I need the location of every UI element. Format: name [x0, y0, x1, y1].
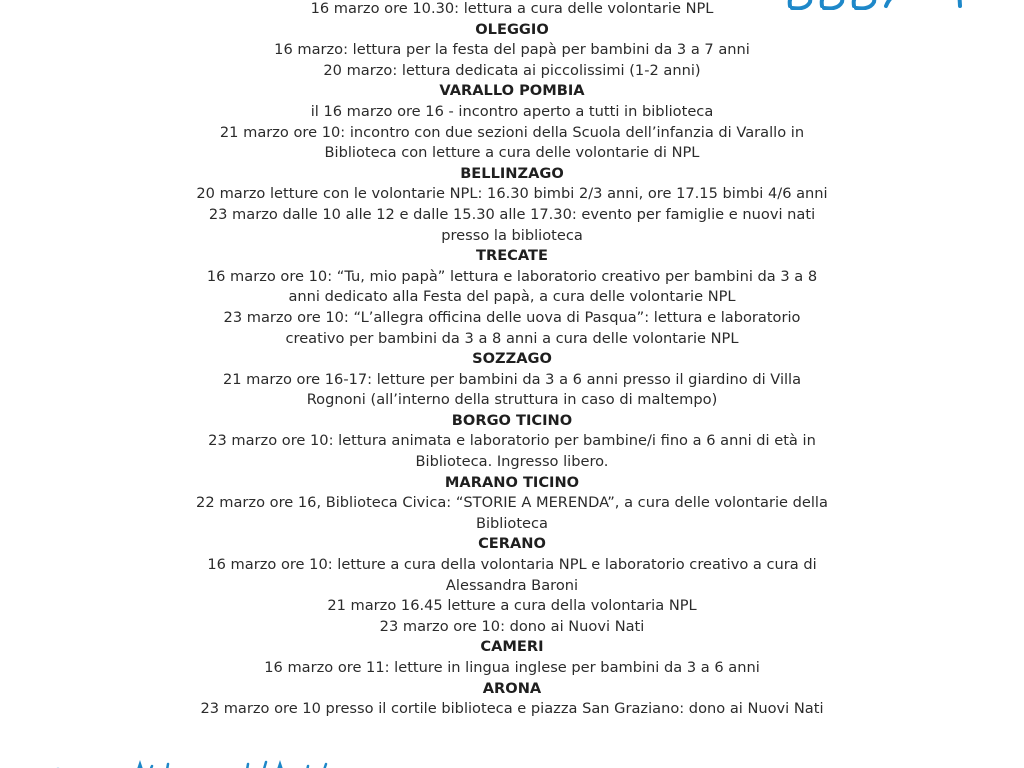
events-list — [192, 0, 832, 720]
event-line: 21 marzo ore 10: incontro con due sezioni della Scuola dell’infanzia di Varallo in Biblioteca con letture a cura delle volontarie di NPL — [219, 123, 805, 162]
event-line: 16 marzo ore 10.30: lettura a cura delle volontarie NPL — [310, 0, 714, 17]
town-heading: TRECATE — [476, 247, 548, 265]
event-line: 23 marzo ore 10: lettura animata e laboratorio per bambine/i fino a 6 anni di età in Biblioteca. Ingresso libero. — [208, 432, 816, 471]
town-heading: OLEGGIO — [475, 20, 549, 38]
event-line: 20 marzo: lettura dedicata ai piccolissimi (1-2 anni) — [323, 61, 701, 79]
decorative-script-icon — [40, 752, 350, 768]
event-line: 21 marzo 16.45 letture a cura della volontaria NPL — [327, 597, 697, 615]
town-heading: CERANO — [478, 535, 546, 553]
event-line: 21 marzo ore 16-17: letture per bambini da 3 a 6 anni presso il giardino di Villa Rognoni (all’interno della struttura in caso di maltempo) — [222, 370, 802, 409]
bottom-decorative-lettering — [40, 752, 350, 768]
town-heading: VARALLO POMBIA — [439, 82, 585, 100]
event-line: 23 marzo ore 10: “L’allegra officina delle uova di Pasqua”: lettura e laboratorio creativo per bambini da 3 a 8 anni a cura delle volontarie NPL — [223, 308, 801, 347]
event-line: 22 marzo ore 16, Biblioteca Civica: “STORIE A MERENDA”, a cura delle volontarie della Biblioteca — [196, 494, 828, 532]
town-heading: CAMERI — [480, 638, 544, 656]
event-line: 16 marzo: lettura per la festa del papà per bambini da 3 a 7 anni — [274, 41, 750, 59]
event-line: il 16 marzo ore 16 - incontro aperto a tutti in biblioteca — [310, 102, 714, 120]
town-heading: BELLINZAGO — [460, 164, 564, 182]
event-line: 23 marzo dalle 10 alle 12 e dalle 15.30 alle 17.30: evento per famiglie e nuovi nati presso la biblioteca — [208, 205, 816, 244]
event-line: 20 marzo letture con le volontarie NPL: 16.30 bimbi 2/3 anni, ore 17.15 bimbi 4/6 anni — [196, 185, 828, 203]
event-line: 23 marzo ore 10 presso il cortile biblioteca e piazza San Graziano: dono ai Nuovi Nati — [200, 700, 824, 718]
event-line: 23 marzo ore 10: dono ai Nuovi Nati — [379, 617, 645, 635]
town-heading: SOZZAGO — [472, 350, 552, 368]
town-heading: MARANO TICINO — [444, 473, 580, 491]
town-heading: ARONA — [482, 679, 542, 697]
event-line: 16 marzo ore 10: “Tu, mio papà” lettura e laboratorio creativo per bambini da 3 a 8 anni dedicato alla Festa del papà, a cura delle volontarie NPL — [206, 267, 818, 306]
event-line: 16 marzo ore 10: letture a cura della volontaria NPL e laboratorio creativo a cura di Alessandra Baroni — [207, 556, 817, 594]
town-heading: BORGO TICINO — [451, 411, 573, 429]
event-line: 16 marzo ore 11: letture in lingua inglese per bambini da 3 a 6 anni — [264, 659, 760, 676]
